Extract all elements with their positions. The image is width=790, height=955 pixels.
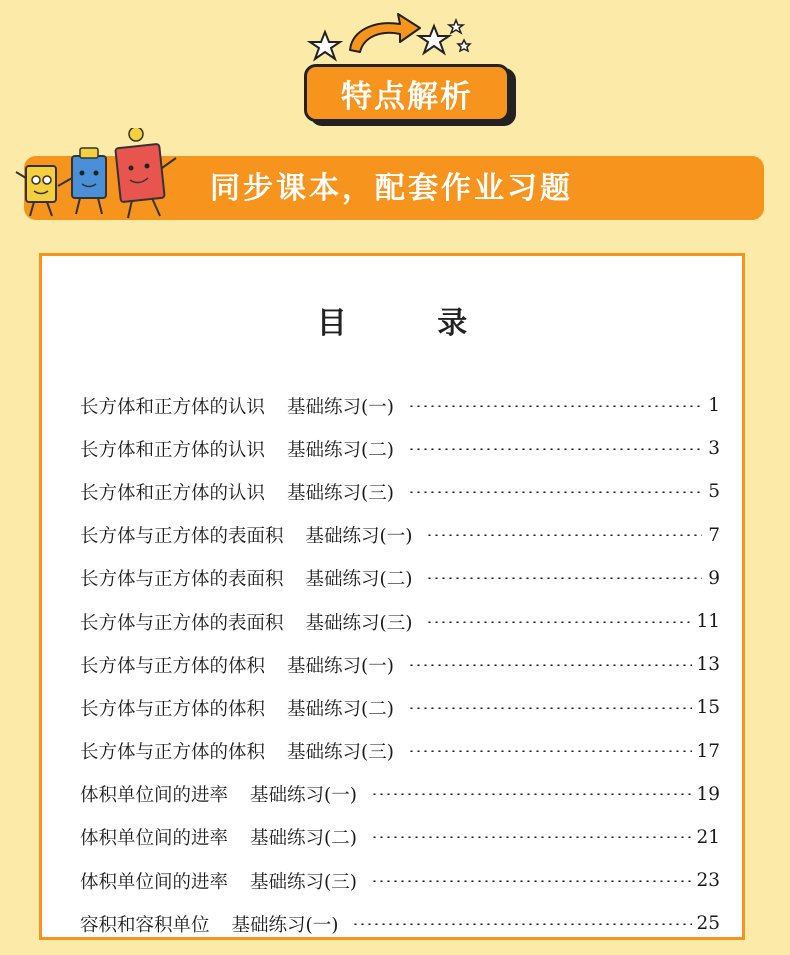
toc-chapter: 体积单位间的进率 xyxy=(80,785,229,807)
toc-entry[interactable] xyxy=(80,514,720,557)
toc-exercise: 基础练习(二) xyxy=(287,439,394,461)
toc-exercise: 基础练习(一) xyxy=(250,785,357,807)
toc-exercise: 基础练习(一) xyxy=(305,526,413,548)
toc-leader-dots xyxy=(426,621,692,623)
toc-chapter: 体积单位间的进率 xyxy=(80,871,229,893)
toc-chapter: 容积和容积单位 xyxy=(80,914,210,936)
toc-entry[interactable] xyxy=(80,859,720,902)
toc-exercise: 基础练习(一) xyxy=(231,914,339,936)
toc-entry[interactable] xyxy=(80,557,720,600)
toc-exercise: 基础练习(二) xyxy=(305,569,413,591)
toc-chapter: 长方体和正方体的认识 xyxy=(80,482,266,504)
toc-entry[interactable] xyxy=(80,686,720,729)
toc-page xyxy=(39,253,745,940)
toc-leader-dots xyxy=(371,836,693,838)
toc-entry[interactable] xyxy=(80,470,720,513)
book-mascots-illustration xyxy=(14,128,184,223)
toc-leader-dots xyxy=(371,880,693,882)
toc-page-number: 5 xyxy=(708,481,720,503)
yellow-book-mascot xyxy=(16,166,56,216)
toc-page-number: 11 xyxy=(696,611,720,633)
toc-entry[interactable] xyxy=(80,600,720,643)
badge-title: 特点解析 xyxy=(341,78,473,115)
toc-entry[interactable] xyxy=(80,384,720,427)
toc-chapter: 长方体与正方体的体积 xyxy=(80,698,266,720)
toc-chapter: 长方体与正方体的表面积 xyxy=(80,526,284,548)
toc-leader-dots xyxy=(408,750,693,752)
toc-leader-dots xyxy=(408,491,702,493)
toc-page-number: 17 xyxy=(696,740,720,762)
blue-book-mascot xyxy=(58,148,106,214)
toc-title: 目 录 xyxy=(316,306,508,341)
toc-page-number: 23 xyxy=(696,870,720,892)
toc-leader-dots xyxy=(408,448,702,450)
red-book-mascot xyxy=(115,128,176,218)
toc-entry[interactable] xyxy=(80,643,720,686)
header-badge xyxy=(300,12,520,122)
star-icon xyxy=(458,40,470,51)
toc-list xyxy=(80,384,720,945)
toc-page-number: 19 xyxy=(696,783,720,805)
toc-page-number: 1 xyxy=(708,395,720,417)
toc-leader-dots xyxy=(408,664,693,666)
toc-entry[interactable] xyxy=(80,773,720,816)
toc-page-number: 21 xyxy=(696,826,720,848)
toc-exercise: 基础练习(三) xyxy=(287,742,394,764)
toc-exercise: 基础练习(三) xyxy=(250,871,357,893)
toc-entry[interactable] xyxy=(80,427,720,470)
toc-page-number: 25 xyxy=(696,913,720,935)
star-icon xyxy=(419,26,449,53)
toc-page-number: 3 xyxy=(708,438,720,460)
toc-leader-dots xyxy=(371,793,693,795)
star-icon xyxy=(449,20,463,33)
toc-exercise: 基础练习(一) xyxy=(287,655,394,677)
toc-entry[interactable] xyxy=(80,902,720,945)
curved-arrow-icon xyxy=(350,14,420,52)
badge-decoration xyxy=(300,12,520,72)
toc-leader-dots xyxy=(408,707,693,709)
toc-chapter: 体积单位间的进率 xyxy=(80,828,229,850)
banner-text: 同步课本，配套作业习题 xyxy=(210,171,573,206)
toc-leader-dots xyxy=(426,577,702,579)
toc-entry[interactable] xyxy=(80,816,720,859)
toc-leader-dots xyxy=(426,534,702,536)
toc-exercise: 基础练习(二) xyxy=(250,828,357,850)
toc-entry[interactable] xyxy=(80,730,720,773)
toc-chapter: 长方体与正方体的表面积 xyxy=(80,569,284,591)
toc-exercise: 基础练习(三) xyxy=(287,482,394,504)
toc-chapter: 长方体与正方体的体积 xyxy=(80,655,266,677)
toc-exercise: 基础练习(二) xyxy=(287,698,394,720)
star-icon xyxy=(310,32,340,59)
toc-exercise: 基础练习(三) xyxy=(305,612,413,634)
toc-page-number: 9 xyxy=(708,567,720,589)
toc-chapter: 长方体与正方体的表面积 xyxy=(80,612,284,634)
badge-box xyxy=(304,64,510,122)
toc-page-number: 15 xyxy=(696,697,720,719)
toc-chapter: 长方体和正方体的认识 xyxy=(80,439,266,461)
toc-leader-dots xyxy=(352,923,692,925)
toc-page-number: 7 xyxy=(708,524,720,546)
toc-chapter: 长方体与正方体的体积 xyxy=(80,742,266,764)
toc-page-number: 13 xyxy=(696,654,720,676)
toc-leader-dots xyxy=(408,405,702,407)
toc-chapter: 长方体和正方体的认识 xyxy=(80,396,266,418)
toc-exercise: 基础练习(一) xyxy=(287,396,394,418)
